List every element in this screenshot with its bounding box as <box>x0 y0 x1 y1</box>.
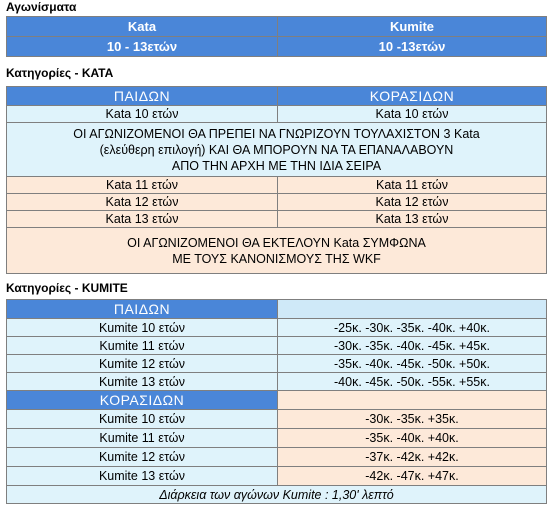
kata-note-wkf-line-1: ΟΙ ΑΓΩΝΙΖΟΜΕΝΟΙ ΘΑ ΕΚΤΕΛΟΥΝ Kata ΣΥΜΦΩΝΑ <box>127 235 426 250</box>
kata-boys-11: Kata 11 ετών <box>7 177 278 194</box>
kumite-girls-label-spacer <box>278 391 547 410</box>
kata-note-line-2: (ελεύθερη επιλογή) ΚΑΙ ΘΑ ΜΠΟΡΟΥΝ ΝΑ ΤΑ ΕΠΑΝΑΛΑΒΟΥΝ <box>99 142 454 157</box>
kumite-boys-weights-10: -25κ. -30κ. -35κ. -40κ. +40κ. <box>278 319 547 337</box>
kata-boys-10: Kata 10 ετών <box>7 106 278 123</box>
kumite-section-heading: Κατηγορίες - KUMITE <box>6 281 128 295</box>
kata-note-wkf-line-2: ΜΕ ΤΟΥΣ ΚΑΝΟΝΙΣΜΟΥΣ ΤΗΣ WKF <box>172 251 381 266</box>
kumite-girls-label: ΚΟΡΑΣΙΔΩΝ <box>7 391 278 410</box>
kumite-girls-cat-13: Kumite 13 ετών <box>7 467 278 486</box>
kumite-boys-cat-12: Kumite 12 ετών <box>7 355 278 373</box>
kata-table <box>6 86 547 274</box>
kata-girls-10: Kata 10 ετών <box>278 106 547 123</box>
kata-note-line-1: ΟΙ ΑΓΩΝΙΖΟΜΕΝΟΙ ΘΑ ΠΡΕΠΕΙ ΝΑ ΓΝΩΡΙΖΟΥΝ ΤΟΥΛΑΧΙΣΤΟΝ 3 Kata <box>73 126 480 141</box>
kumite-girls-cat-12: Kumite 12 ετών <box>7 448 278 467</box>
page-title: Αγωνίσματα <box>6 0 77 14</box>
kata-col-boys: ΠΑΙΔΩΝ <box>7 87 278 106</box>
kumite-girls-cat-11: Kumite 11 ετών <box>7 429 278 448</box>
kata-boys-12: Kata 12 ετών <box>7 194 278 211</box>
kumite-girls-weights-10: -30κ. -35κ. +35κ. <box>278 410 547 429</box>
kumite-girls-cat-10: Kumite 10 ετών <box>7 410 278 429</box>
kumite-duration: Διάρκεια των αγώνων Kumite : 1,30' λεπτό <box>7 486 547 504</box>
kumite-boys-label: ΠΑΙΔΩΝ <box>7 300 278 319</box>
kata-note-line-3: ΑΠΟ ΤΗΝ ΑΡΧΗ ΜΕ ΤΗΝ ΙΔΙΑ ΣΕΙΡΑ <box>171 158 382 173</box>
kata-col-girls: ΚΟΡΑΣΙΔΩΝ <box>278 87 547 106</box>
kumite-boys-cat-11: Kumite 11 ετών <box>7 337 278 355</box>
kata-girls-13: Kata 13 ετών <box>278 211 547 228</box>
kumite-boys-weights-11: -30κ. -35κ. -40κ. -45κ. +45κ. <box>278 337 547 355</box>
kata-event-name: Kata <box>7 17 278 37</box>
kumite-boys-label-spacer <box>278 300 547 319</box>
kumite-girls-weights-12: -37κ. -42κ. +42κ. <box>278 448 547 467</box>
kata-event-ages: 10 - 13ετών <box>7 37 278 57</box>
kumite-event-name: Kumite <box>278 17 547 37</box>
kumite-boys-cat-13: Kumite 13 ετών <box>7 373 278 391</box>
kumite-boys-weights-13: -40κ. -45κ. -50κ. -55κ. +55κ. <box>278 373 547 391</box>
kumite-girls-weights-13: -42κ. -47κ. +47κ. <box>278 467 547 486</box>
kumite-boys-cat-10: Kumite 10 ετών <box>7 319 278 337</box>
events-table <box>6 16 547 57</box>
kata-section-heading: Κατηγορίες - ΚΑΤΑ <box>6 66 114 80</box>
kumite-table <box>6 299 547 504</box>
kata-girls-11: Kata 11 ετών <box>278 177 547 194</box>
kumite-girls-weights-11: -35κ. -40κ. +40κ. <box>278 429 547 448</box>
kumite-event-ages: 10 -13ετών <box>278 37 547 57</box>
kata-note-requirements <box>7 123 547 177</box>
kata-note-wkf <box>7 228 547 274</box>
kata-girls-12: Kata 12 ετών <box>278 194 547 211</box>
kata-boys-13: Kata 13 ετών <box>7 211 278 228</box>
kumite-boys-weights-12: -35κ. -40κ. -45κ. -50κ. +50κ. <box>278 355 547 373</box>
